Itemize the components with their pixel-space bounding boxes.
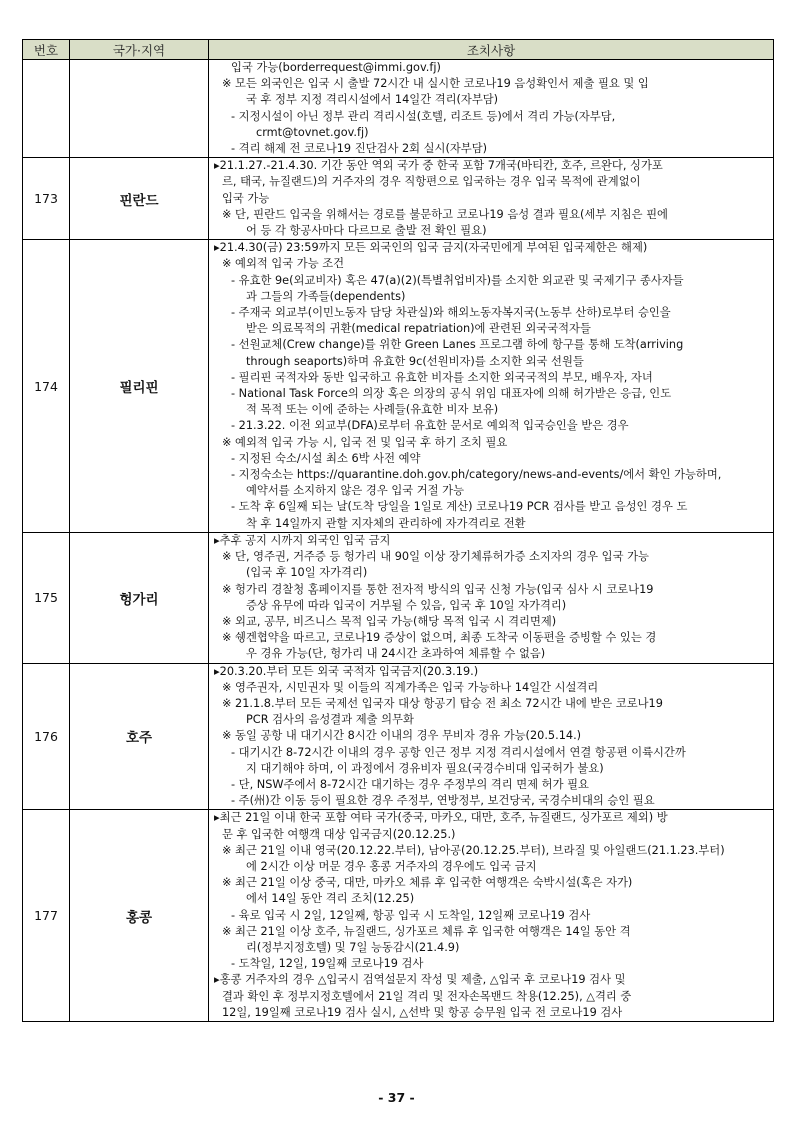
- measure-line: ※ 모든 외국인은 입국 시 출발 72시간 내 실시한 코로나19 음성확인서 제출 필요 및 입: [222, 77, 649, 91]
- measures-cell: [209, 532, 774, 663]
- measure-line: 우 경유 가능(단, 헝가리 내 24시간 초과하여 체류할 수 없음): [246, 647, 546, 661]
- measure-line: ※ 최근 21일 이내 영국(20.12.22.부터), 남아공(20.12.25.부터), 브라질 및 아일랜드(21.1.23.부터): [222, 843, 725, 857]
- table-row: [23, 240, 774, 533]
- measure-line: ※ 최근 21일 이상 호주, 뉴질랜드, 싱가포르 체류 후 입국한 여행객은 14일 동안 격: [222, 924, 631, 938]
- measure-line: - 선원교체(Crew change)를 위한 Green Lanes 프로그램 하에 항구를 통해 도착(arriving: [231, 338, 684, 352]
- measure-line: 국 후 정부 지정 격리시설에서 14일간 격리(자부담): [246, 93, 499, 107]
- country-name: 헝가리: [70, 532, 209, 663]
- measure-line: 착 후 14일까지 관할 지자체의 관리하에 자가격리로 전환: [246, 516, 526, 530]
- header-no: 번호: [23, 40, 70, 60]
- measure-line: - 격리 해제 전 코로나19 진단검사 2회 실시(자부담): [231, 142, 488, 156]
- measure-line: 12일, 19일째 코로나19 검사 실시, △선박 및 항공 승무원 입국 전 코로나19 검사: [222, 1005, 623, 1019]
- measure-line: - 주(州)간 이동 등이 필요한 경우 주정부, 연방정부, 보건당국, 국경수비대의 승인 필요: [231, 794, 655, 808]
- measure-line: - 유효한 9e(외교비자) 혹은 47(a)(2)(특별취업비자)를 소지한 외교관 및 국제기구 종사자들: [231, 273, 684, 287]
- measure-line: ▸20.3.20.부터 모든 외국 국적자 입국금지(20.3.19.): [214, 664, 479, 678]
- measure-line: crmt@tovnet.gov.fj): [256, 125, 369, 139]
- measure-line: ▸최근 21일 이내 한국 포함 여타 국가(중국, 마카오, 대만, 호주, 뉴질랜드, 싱가포르 제외) 방: [214, 811, 668, 825]
- measure-line: - 주재국 외교부(이민노동자 담당 차관실)와 해외노동자복지국(노동부 산하)로부터 승인을: [231, 306, 671, 320]
- table-row: [23, 60, 774, 158]
- country-name: [70, 60, 209, 158]
- row-number: [23, 60, 70, 158]
- header-country: 국가·지역: [70, 40, 209, 60]
- table-row: [23, 663, 774, 810]
- measure-line: - 단, NSW주에서 8-72시간 대기하는 경우 주정부의 격리 면제 허가 필요: [231, 777, 589, 791]
- measure-line: 받은 의료목적의 귀환(medical repatriation)에 관련된 외국국적자들: [246, 322, 591, 336]
- table-row: [23, 810, 774, 1022]
- measure-line: ※ 헝가리 경찰청 홈페이지를 통한 전자적 방식의 입국 신청 가능(입국 심사 시 코로나19: [222, 582, 654, 596]
- measure-line: - 대기시간 8-72시간 이내의 경우 공항 인근 정부 지정 격리시설에서 연결 항공편 이륙시간까: [231, 745, 686, 759]
- row-number: 174: [23, 240, 70, 533]
- measures-cell: [209, 158, 774, 240]
- measure-line: 지 대기해야 하며, 이 과정에서 경유비자 필요(국경수비대 입국허가 불요): [246, 761, 604, 775]
- measure-line: ※ 21.1.8.부터 모든 국제선 입국자 대상 항공기 탑승 전 최소 72시간 내에 받은 코로나19: [222, 696, 663, 710]
- measure-line: 적 목적 또는 이에 준하는 사례들(유효한 비자 보유): [246, 403, 499, 417]
- measure-line: - National Task Force의 의장 혹은 의장의 공식 위임 대표자에 의해 허가받은 응급, 인도: [231, 387, 672, 401]
- row-number: 177: [23, 810, 70, 1022]
- header-measures: 조치사항: [209, 40, 774, 60]
- measure-line: ※ 최근 21일 이상 중국, 대만, 마카오 체류 후 입국한 여행객은 숙박시설(혹은 자가): [222, 876, 633, 890]
- measure-line: - 도착일, 12일, 19일째 코로나19 검사: [231, 957, 424, 971]
- measure-line: ※ 단, 영주권, 거주증 등 헝가리 내 90일 이상 장기체류허가증 소지자의 경우 입국 가능: [222, 550, 649, 564]
- measures-table: [22, 39, 774, 1022]
- measure-line: - 지정시설이 아닌 정부 관리 격리시설(호텔, 리조트 등)에서 격리 가능(자부담,: [231, 109, 616, 123]
- measure-line: ▸21.4.30(금) 23:59까지 모든 외국인의 입국 금지(자국민에게 부여된 입국제한은 해제): [214, 241, 648, 255]
- measure-line: (입국 후 10일 자가격리): [246, 566, 368, 580]
- measures-cell: [209, 663, 774, 810]
- country-name: 호주: [70, 663, 209, 810]
- measure-line: ※ 외교, 공무, 비즈니스 목적 입국 가능(해당 목적 입국 시 격리면제): [222, 614, 557, 628]
- measure-line: ※ 동일 공항 내 대기시간 8시간 이내의 경우 무비자 경유 가능(20.5.14.): [222, 729, 582, 743]
- measure-line: ※ 쉥겐협약을 따르고, 코로나19 증상이 없으며, 최종 도착국 이동편을 증빙할 수 있는 경: [222, 631, 657, 645]
- measure-line: 르, 태국, 뉴질랜드)의 거주자의 경우 직항편으로 입국하는 경우 입국 목적에 관계없이: [222, 175, 641, 189]
- table-row: [23, 532, 774, 663]
- measure-line: ※ 예외적 입국 가능 조건: [222, 257, 345, 271]
- table-header-row: [23, 40, 774, 60]
- measure-line: - 필리핀 국적자와 동반 입국하고 유효한 비자를 소지한 외국국적의 부모, 배우자, 자녀: [231, 370, 653, 384]
- measure-line: 예약서를 소지하지 않은 경우 입국 거절 가능: [246, 484, 464, 498]
- measure-line: ▸홍콩 거주자의 경우 △입국시 검역설문지 작성 및 제출, △입국 후 코로나19 검사 및: [214, 973, 626, 987]
- measures-cell: [209, 240, 774, 533]
- measure-line: 입국 가능(borderrequest@immi.gov.fj): [231, 61, 441, 74]
- measure-line: ※ 단, 핀란드 입국을 위해서는 경로를 불문하고 코로나19 음성 결과 필요(세부 지침은 핀에: [222, 207, 668, 221]
- table-row: [23, 158, 774, 240]
- measure-line: - 지정된 숙소/시설 최소 6박 사전 예약: [231, 451, 421, 465]
- country-name: 핀란드: [70, 158, 209, 240]
- country-name: 홍콩: [70, 810, 209, 1022]
- measure-line: 에 2시간 이상 머문 경우 홍콩 거주자의 경우에도 입국 금지: [246, 859, 537, 873]
- row-number: 175: [23, 532, 70, 663]
- measure-line: 과 그들의 가족들(dependents): [246, 289, 406, 303]
- measure-line: 리(정부지정호텔) 및 7일 능동감시(21.4.9): [246, 940, 460, 954]
- country-name: 필리핀: [70, 240, 209, 533]
- measure-line: - 21.3.22. 이전 외교부(DFA)로부터 유효한 문서로 예외적 입국승인을 받은 경우: [231, 419, 629, 433]
- measure-line: 문 후 입국한 여행객 대상 입국금지(20.12.25.): [222, 827, 456, 841]
- measure-line: 에서 14일 동안 격리 조치(12.25): [246, 892, 415, 906]
- measure-line: ▸21.1.27.-21.4.30. 기간 동안 역외 국가 중 한국 포함 7개국(바티칸, 호주, 르완다, 싱가포: [214, 159, 663, 173]
- measure-line: - 도착 후 6일째 되는 날(도착 당일을 1일로 계산) 코로나19 PCR 검사를 받고 음성인 경우 도: [231, 500, 688, 514]
- measure-line: through seaports)하며 유효한 9c(선원비자)를 소지한 외국 선원들: [246, 354, 584, 368]
- row-number: 176: [23, 663, 70, 810]
- measure-line: ▸추후 공지 시까지 외국인 입국 금지: [214, 533, 391, 547]
- measure-line: ※ 영주권자, 시민권자 및 이들의 직계가족은 입국 가능하나 14일간 시설격리: [222, 680, 599, 694]
- measure-line: - 육로 입국 시 2일, 12일째, 항공 입국 시 도착일, 12일째 코로나19 검사: [231, 908, 591, 922]
- page-number: - 37 -: [378, 1090, 415, 1105]
- measure-line: 어 등 각 항공사마다 다르므로 출발 전 확인 필요): [246, 224, 487, 238]
- measures-cell: [209, 810, 774, 1022]
- measure-line: 증상 유무에 따라 입국이 거부될 수 있음, 입국 후 10일 자가격리): [246, 598, 567, 612]
- measure-line: PCR 검사의 음성결과 제출 의무화: [246, 713, 414, 727]
- measure-line: 결과 확인 후 정부지정호텔에서 21일 격리 및 전자손목밴드 착용(12.25), △격리 중: [222, 989, 632, 1003]
- measures-cell: [209, 60, 774, 158]
- measure-line: 입국 가능: [222, 191, 270, 205]
- measure-line: - 지정숙소는 https://quarantine.doh.gov.ph/category/news-and-events/에서 확인 가능하며,: [231, 468, 722, 482]
- row-number: 173: [23, 158, 70, 240]
- measure-line: ※ 예외적 입국 가능 시, 입국 전 및 입국 후 하기 조치 필요: [222, 435, 508, 449]
